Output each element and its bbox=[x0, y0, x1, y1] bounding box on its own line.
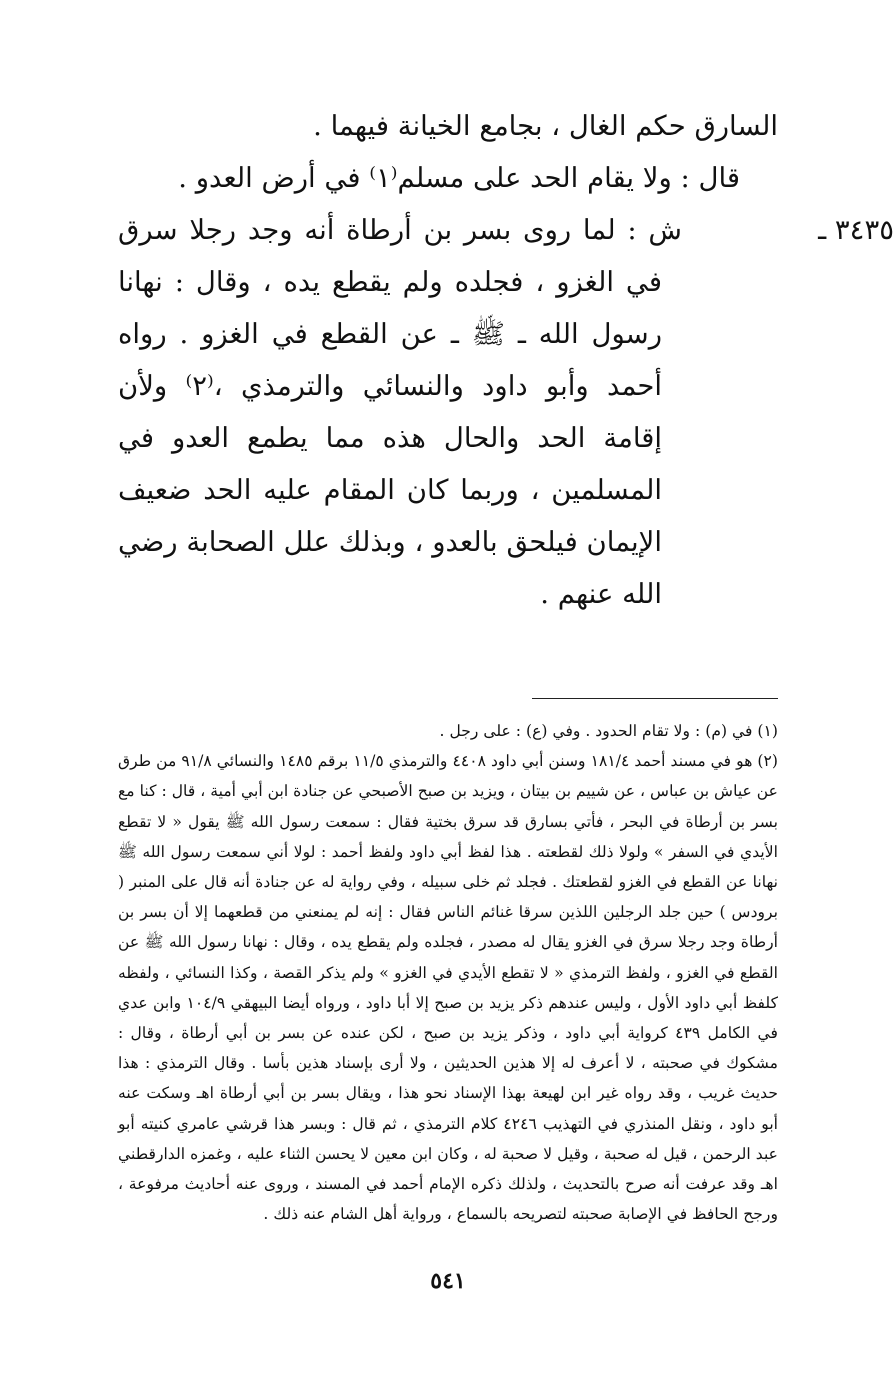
footnote-separator bbox=[532, 698, 778, 699]
footnote-2: (٢) هو في مسند أحمد ١٨١/٤ وسنن أبي داود ٤٤٠٨ والترمذي ١١/٥ برقم ١٤٨٥ والنسائي ٩١/٨ من طرق عن عياش بن عباس ، عن شييم بن بيتان ، ويزيد بن صبح الأصبحي عن جنادة ابن أبي أمية ، قال : كنا مع بسر بن أرطاة في البحر ، فأتي بسارق قد سرق بختية فقال : سمعت رسول الله ﷺ يقول « لا تقطع الأيدي في السفر » ولولا ذلك لقطعته . هذا لفظ أبي داود ولفظ أحمد : لولا أني سمعت رسول الله ﷺ نهانا عن القطع في الغزو لقطعتك . فجلد ثم خلى سبيله ، وفي رواية له عن جنادة أنه قال على المنبر ( برودس ) حين جلد الرجلين اللذين سرقا غنائم الناس فقال : إنه لم يمنعني من قطعهما إلا أن بسر بن أرطاة وجد رجلا سرق في الغزو يقال له مصدر ، فجلده ولم يقطع يده ، وقال : نهانا رسول الله ﷺ عن القطع في الغزو ، ولفظ الترمذي « لا تقطع الأيدي في الغزو » ولم يذكر القصة ، وكذا النسائي ، ولفظه كلفظ أبي داود الأول ، وليس عندهم ذكر يزيد بن صبح إلا أبا داود ، ورواه أيضا البيهقي ١٠٤/٩ وابن عدي في الكامل ٤٣٩ كرواية أبي داود ، وذكر يزيد بن صبح ، لكن عنده عن بسر بن أبي أرطاة ، وقال : مشكوك في صحبته ، لا أعرف له إلا هذين الحديثين ، ولا أرى بإسناد هذين بأسا . وقال الترمذي : هذا حديث غريب ، وقد رواه غير ابن لهيعة بهذا الإسناد نحو هذا ، ويقال بسر بن أبي أرطاة اهـ وسكت عنه أبو داود ، ونقل المنذري في التهذيب ٤٢٤٦ كلام الترمذي ، ثم قال : وبسر هذا قرشي عامري كنيته أبو عبد الرحمن ، قيل له صحبة ، وقيل لا صحبة له ، وكان ابن معين لا يحسن الثناء عليه ، وغمزه الدارقطني اهـ وقد عرفت أنه صرح بالتحديث ، ولذلك ذكره الإمام أحمد في المسند ، وروى عنه أحاديث مرفوعة ، ورجح الحافظ في الإصابة صحبته لتصريحه بالسماع ، ورواية أهل الشام عنه ذلك . bbox=[118, 752, 778, 1224]
numbered-paragraph bbox=[118, 204, 894, 620]
footnote-1: (١) في (م) : ولا تقام الحدود . وفي (ع) : على رجل . bbox=[439, 722, 778, 740]
paragraph-text: ش : لما روى بسر بن أرطاة أنه وجد رجلا سرق في الغزو ، فجلده ولم يقطع يده ، وقال : نهانا رسول الله ـ ﷺ ـ عن القطع في الغزو . رواه أحمد وأبو داود والنسائي والترمذي ،⁽٢⁾ ولأن إقامة الحد والحال هذه مما يطمع العدو في المسلمين ، وربما كان المقام عليه الحد ضعيف الإيمان فيلحق بالعدو ، وبذلك علل الصحابة رضي الله عنهم . bbox=[118, 214, 682, 610]
main-text bbox=[118, 100, 894, 620]
text-line-2: قال : ولا يقام الحد على مسلم⁽١⁾ في أرض العدو . bbox=[178, 162, 740, 194]
page-number: ٥٤١ bbox=[430, 1268, 466, 1294]
text-line-1: السارق حكم الغال ، بجامع الخيانة فيهما . bbox=[313, 110, 778, 142]
page bbox=[118, 100, 894, 1294]
paragraph-number: ٣٤٣٥ ـ bbox=[818, 214, 894, 246]
footnotes bbox=[118, 716, 778, 1229]
